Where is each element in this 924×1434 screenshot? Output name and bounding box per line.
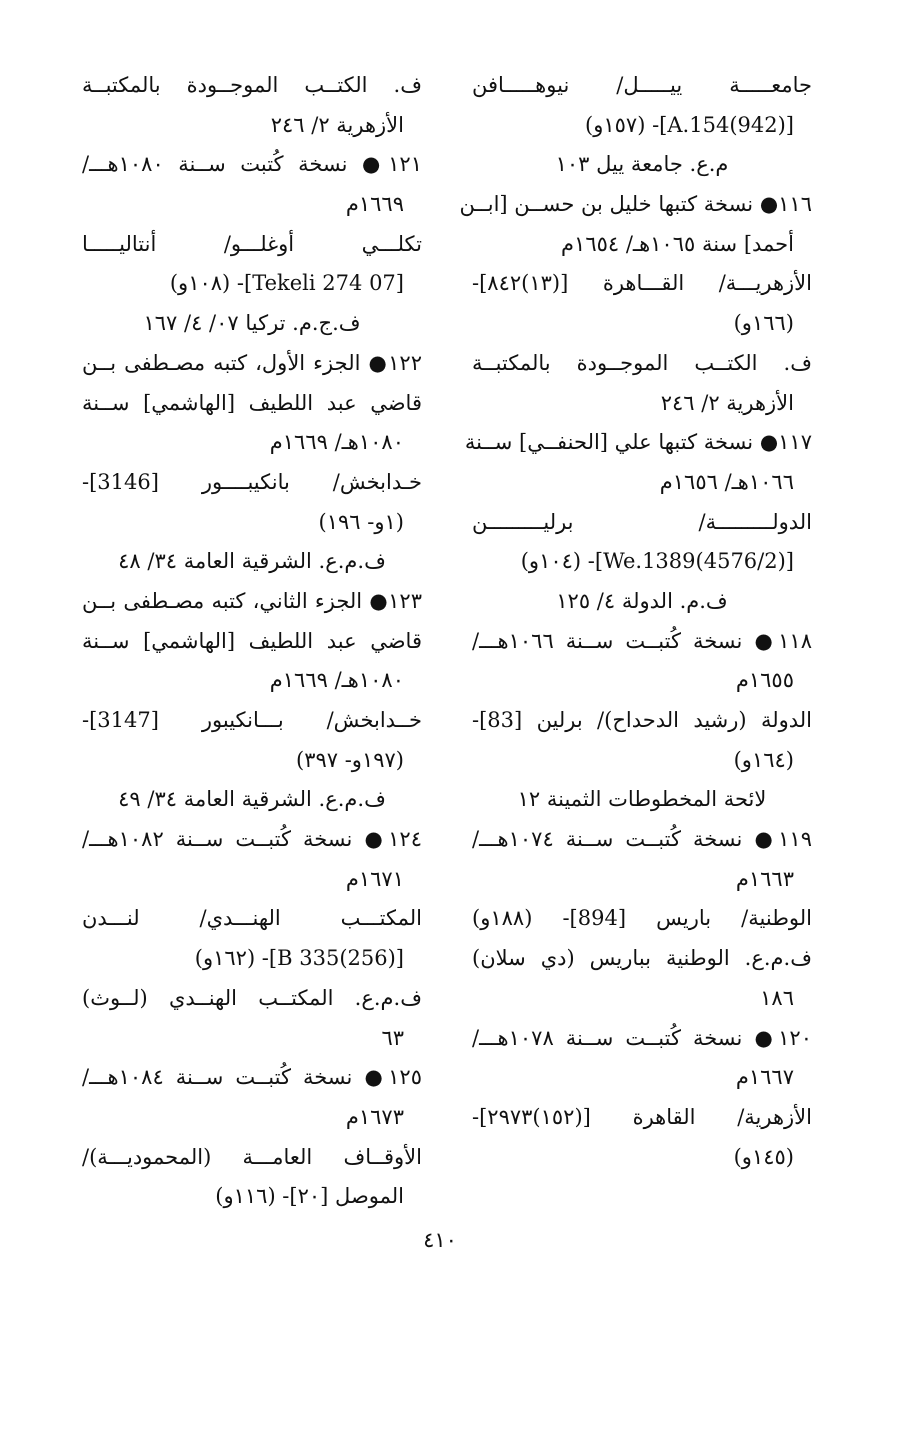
text-line: ف. الكتــب الموجــودة بالمكتبــة (472, 350, 812, 375)
text-line: الدولـــــــــة/ برليـــــــــن (472, 509, 812, 534)
text-line: ١٦٧١م (345, 866, 404, 891)
text-line: م.ع. جامعة ييل ١٠٣ (555, 152, 729, 177)
text-line: ١١٨● نسخة كُتبــت ســنة ١٠٦٦هـــ/ (472, 628, 812, 653)
text-line: الأزهرية/ القاهرة [(١٥٢)٢٩٧٣]- (472, 1104, 812, 1129)
text-line: خـدابخش/ بانكيبــــور [3146]- (82, 469, 422, 494)
text-line: ف.م. الدولة ٤/ ١٢٥ (556, 588, 728, 613)
text-line: [07 Tekeli 274]- (١٠٨و) (169, 271, 404, 296)
text-line: لائحة المخطوطات الثمينة ١٢ (517, 787, 767, 812)
text-line: خــدابخش/ بـــانكيبور [3147]- (82, 708, 422, 732)
text-line: ١١٧● نسخة كتبها علي [الحنفــي] ســنة (464, 430, 812, 455)
text-line: (١و- ١٩٦) (318, 509, 404, 534)
text-line: الموصل [٢٠]- (١١٦و) (215, 1184, 404, 1209)
text-line: ١٠٦٦هـ/ ١٦٥٦م (659, 469, 794, 494)
text-line: (١٦٦و) (733, 311, 794, 336)
left-column (82, 66, 422, 1217)
text-line: [(942)A.154]- (١٥٧و) (585, 112, 794, 137)
text-line: الأزهرية ٢/ ٢٤٦ (660, 390, 794, 415)
text-line: ١٦٦٣م (735, 866, 794, 891)
text-line: ١١٩● نسخة كُتبــت ســنة ١٠٧٤هـــ/ (472, 827, 812, 852)
text-line: الدولة (رشيد الدحداح)/ برلين [83]- (472, 708, 812, 732)
text-line: أحمد] سنة ١٠٦٥هـ/ ١٦٥٤م (561, 231, 794, 256)
text-line: [(256)B 335]- (١٦٢و) (194, 946, 404, 971)
text-line: [(4576/2)We.1389]- (١٠٤و) (520, 549, 794, 574)
text-line: (١٩٧و- ٣٩٧) (295, 747, 404, 772)
text-line: المكتـــب الهنـــدي/ لنـــدن (82, 906, 422, 931)
text-line: (١٤٥و) (733, 1144, 794, 1169)
text-line: ١٢٢● الجزء الأول، كتبه مصـطفى بــن (82, 350, 422, 375)
text-line: ١٢٣● الجزء الثاني، كتبه مصـطفى بــن (82, 588, 422, 613)
text-line: ف.م.ع. الشرقية العامة ٣٤/ ٤٨ (118, 549, 386, 574)
text-line: ١٦٥٥م (735, 668, 794, 693)
text-line: ١٦٦٧م (735, 1065, 794, 1090)
page-number: ٤١٠ (423, 1228, 457, 1252)
text-line: ف.ج.م. تركيا ٠٧/ ٤/ ١٦٧ (143, 311, 361, 336)
text-line: ف.م.ع. الوطنية بباريس (دي سلان) (472, 946, 812, 971)
text-line: جامعـــــة ييـــــل/ نيوهـــــافن (472, 73, 812, 97)
text-line: ف. الكتــب الموجــودة بالمكتبــة (82, 73, 422, 97)
text-line: الوطنية/ باريس [894]- (١٨٨و) (472, 906, 812, 931)
text-line: ١٢٥● نسخة كُتبــت ســنة ١٠٨٤هـــ/ (82, 1065, 422, 1090)
text-line: قاضي عبد اللطيف [الهاشمي] ســنة (82, 628, 422, 653)
text-line: الأزهريـــة/ القـــاهرة [(١٣)٨٤٢]- (472, 271, 812, 296)
text-line: ف.م.ع. الشرقية العامة ٣٤/ ٤٩ (118, 787, 386, 812)
text-line: ١٦٧٣م (345, 1104, 404, 1129)
text-line: قاضي عبد اللطيف [الهاشمي] ســنة (82, 390, 422, 415)
text-line: ١٦٦٩م (345, 192, 404, 217)
text-line: ١٠٨٠هـ/ ١٦٦٩م (269, 668, 404, 693)
text-line: الأزهرية ٢/ ٢٤٦ (270, 112, 404, 137)
text-line: ٦٣ (381, 1025, 404, 1050)
text-line: ١٠٨٠هـ/ ١٦٦٩م (269, 430, 404, 455)
text-line: ١٢٠● نسخة كُتبــت ســنة ١٠٧٨هـــ/ (472, 1025, 812, 1050)
text-line: ١٨٦ (760, 985, 794, 1010)
text-line: ف.م.ع. المكتــب الهنــدي (لــوث) (82, 985, 422, 1010)
text-line: الأوقــاف العامـــة (المحموديـــة)/ (82, 1144, 422, 1169)
text-line: ١٢٤● نسخة كُتبــت ســنة ١٠٨٢هـــ/ (82, 827, 422, 852)
text-line: (١٦٤و) (733, 747, 794, 772)
right-column (459, 66, 812, 1177)
text-line: ١٢١● نسخة كُتبت ســنة ١٠٨٠هـــ/ (82, 152, 422, 177)
text-line: ١١٦● نسخة كتبها خليل بن حســن [ابــن (459, 192, 812, 217)
text-line: تكلـــي أوغلـــو/ أنتاليـــــا (82, 231, 422, 256)
